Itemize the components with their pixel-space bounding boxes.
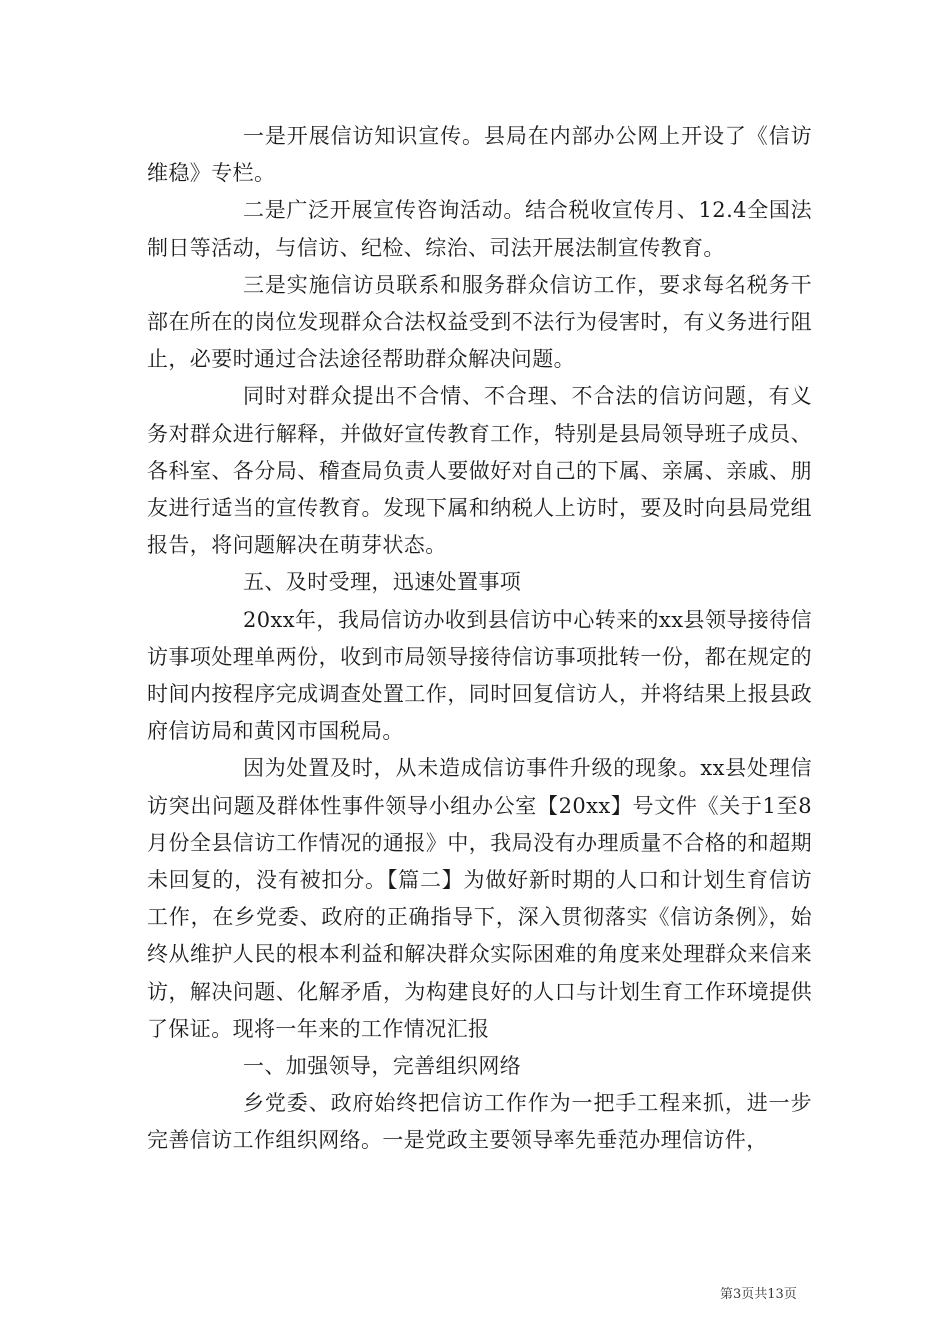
page-number-footer: 第3页共13页 (720, 1287, 797, 1302)
section-heading-leadership: 一、加强领导，完善组织网络 (243, 1054, 522, 1079)
paragraph-consultation-activities: 二是广泛开展宣传咨询活动。结合税收宣传月、12.4全国法制日等活动，与信访、纪检、综治、司法开展法制宣传教育。 (147, 198, 812, 260)
paragraph-timely-disposal: 因为处置及时，从未造成信访事件升级的现象。xx县处理信访突出问题及群体性事件领导小组办公室【20xx】号文件《关于1至8月份全县信访工作情况的通报》中，我局没有办理质量不合格的和超期未回复的，没有被扣分。【篇二】为做好新时期的人口和计划生育信访工作，在乡党委、政府的正确指导下，深入贯彻落实《信访条例》，始终从维护人民的根本利益和解决群众实际困难的角度来处理群众来信来访，解决问题、化解矛盾，为构建良好的人口与计划生育工作环境提供了保证。现将一年来的工作情况汇报 (147, 756, 812, 1041)
document-body (147, 118, 812, 1160)
paragraph-party-committee: 乡党委、政府始终把信访工作作为一把手工程来抓，进一步完善信访工作组织网络。一是党政主要领导率先垂范办理信访件， (147, 1091, 812, 1153)
paragraph-knowledge-publicity: 一是开展信访知识宣传。县局在内部办公网上开设了《信访维稳》专栏。 (147, 124, 812, 186)
paragraph-unreasonable-petitions: 同时对群众提出不合情、不合理、不合法的信访问题，有义务对群众进行解释，并做好宣传教育工作，特别是县局领导班子成员、各科室、各分局、稽查局负责人要做好对自己的下属、亲属、亲戚、朋友进行适当的宣传教育。发现下属和纳税人上访时，要及时向县局党组报告，将问题解决在萌芽状态。 (147, 384, 812, 558)
paragraph-petition-liaison: 三是实施信访员联系和服务群众信访工作，要求每名税务干部在所在的岗位发现群众合法权益受到不法行为侵害时，有义务进行阻止，必要时通过合法途径帮助群众解决问题。 (147, 272, 812, 372)
paragraph-petition-cases: 20xx年，我局信访办收到县信访中心转来的xx县领导接待信访事项处理单两份，收到市局领导接待信访事项批转一份，都在规定的时间内按程序完成调查处置工作，同时回复信访人，并将结果上报县政府信访局和黄冈市国税局。 (147, 607, 812, 744)
section-heading-timely-handling: 五、及时受理，迅速处置事项 (243, 570, 522, 595)
